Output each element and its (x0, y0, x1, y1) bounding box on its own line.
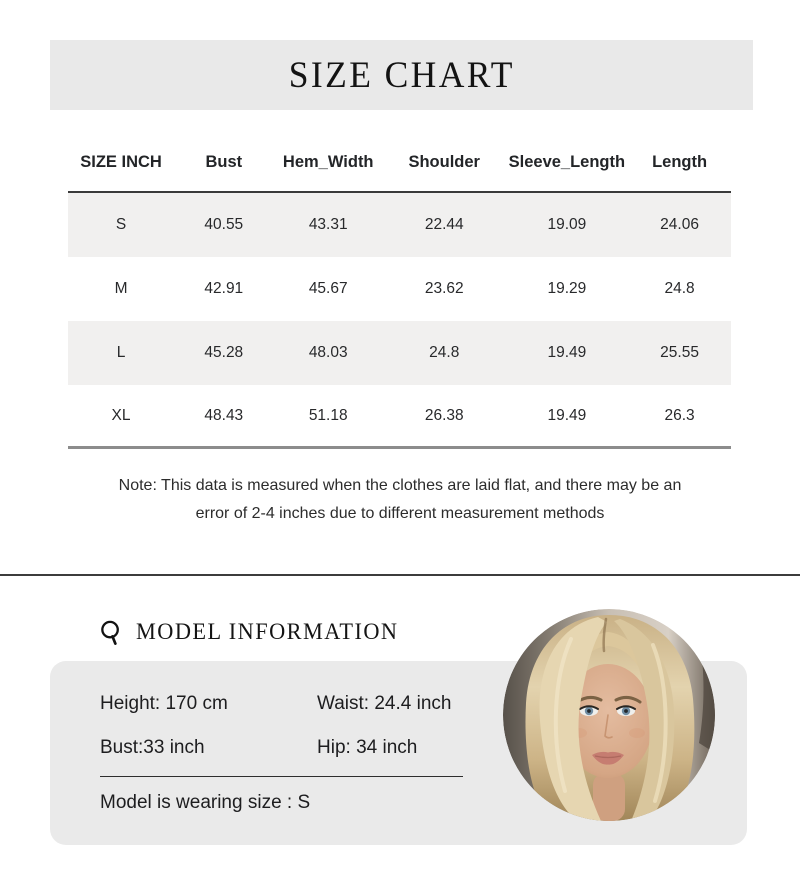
model-information-title: MODEL INFORMATION (136, 619, 399, 644)
table-header-row (68, 134, 731, 193)
page-title: SIZE CHART (288, 54, 515, 96)
wearing-size-text: Model is wearing size : S (100, 792, 311, 813)
cell-hem: 43.31 (308, 216, 348, 233)
header-hem-width: Hem_Width (282, 153, 374, 171)
table-row-l (68, 321, 731, 385)
cell-length: 24.06 (660, 216, 699, 233)
stat-bust: Bust:33 inch (100, 737, 205, 758)
model-information-heading (98, 616, 407, 648)
cell-hem: 48.03 (308, 344, 348, 361)
note-line-1: Note: This data is measured when the clothes are laid flat, and there may be an (118, 477, 682, 494)
cell-length: 26.3 (664, 406, 695, 424)
cell-length: 25.55 (660, 344, 699, 361)
cell-size-label: M (114, 280, 128, 297)
table-row-m (68, 257, 731, 321)
table-row-xl (68, 385, 731, 449)
measurement-note (0, 472, 800, 528)
model-photo (503, 609, 715, 821)
header-length: Length (652, 153, 708, 171)
cell-size-label: XL (111, 406, 131, 424)
cell-bust: 42.91 (204, 280, 244, 297)
cell-shoulder: 24.8 (429, 344, 460, 361)
cell-bust: 48.43 (204, 406, 244, 424)
cell-hem: 51.18 (308, 406, 348, 424)
stats-divider (100, 776, 463, 777)
cell-sleeve: 19.09 (547, 216, 587, 233)
cell-sleeve: 19.49 (547, 406, 587, 424)
cell-shoulder: 22.44 (424, 216, 464, 233)
header-sleeve-length: Sleeve_Length (508, 153, 626, 171)
cell-bust: 40.55 (204, 216, 244, 233)
cell-shoulder: 23.62 (424, 280, 464, 297)
header-shoulder: Shoulder (408, 153, 480, 171)
note-line-2: error of 2-4 inches due to different measurement methods (195, 505, 605, 522)
table-row-s (68, 193, 731, 257)
stat-waist: Waist: 24.4 inch (317, 693, 452, 714)
cell-sleeve: 19.29 (547, 280, 587, 297)
cell-hem: 45.67 (308, 280, 348, 297)
header-bust: Bust (205, 153, 243, 171)
header-size-inch: SIZE INCH (80, 153, 162, 171)
stat-hip: Hip: 34 inch (317, 737, 418, 758)
size-table (68, 134, 731, 449)
model-portrait-image (503, 609, 715, 821)
cell-bust: 45.28 (204, 344, 244, 361)
cell-shoulder: 26.38 (424, 406, 464, 424)
cell-sleeve: 19.49 (547, 344, 587, 361)
section-divider (0, 574, 800, 576)
cell-length: 24.8 (664, 280, 695, 297)
title-banner (50, 40, 753, 110)
stat-height: Height: 170 cm (100, 693, 228, 714)
magnifier-icon (98, 619, 125, 646)
cell-size-label: S (115, 216, 127, 233)
cell-size-label: L (116, 344, 126, 361)
